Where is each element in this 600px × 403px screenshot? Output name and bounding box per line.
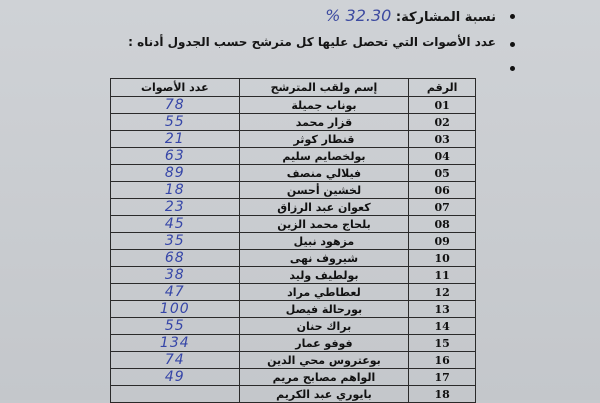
candidate-name: قنطار كوثر [239,131,409,148]
bullet-icon [510,14,515,19]
vote-count: 55 [164,317,185,334]
row-number: 15 [409,335,476,352]
candidate-name: لخشين أحسن [239,182,409,199]
vote-count: 89 [164,164,185,181]
vote-count-cell [111,97,240,114]
row-number: 18 [409,386,476,403]
vote-count-cell [111,301,240,318]
row-number: 14 [409,318,476,335]
vote-count: 134 [159,334,190,351]
vote-count: 100 [159,300,190,317]
row-number: 06 [409,182,476,199]
candidate-name: بايوري عبد الكريم [239,386,409,403]
vote-count: 63 [164,147,185,164]
participation-line [325,6,496,25]
candidate-name: لعطاطي مراد [239,284,409,301]
table-row [111,216,476,233]
vote-count-cell [111,267,240,284]
column-header-name: إسم ولقب المترشح [239,79,409,97]
candidate-name: بوعتروس محي الدين [239,352,409,369]
candidate-name: بلحاج محمد الزين [239,216,409,233]
candidate-name: شيروف نهى [239,250,409,267]
vote-count: 35 [164,232,185,249]
candidate-name: كعوان عبد الرزاق [239,199,409,216]
row-number: 12 [409,284,476,301]
table-row [111,352,476,369]
vote-count: 68 [164,249,185,266]
vote-count-cell [111,352,240,369]
vote-count: 78 [164,96,185,113]
candidate-name: قزار محمد [239,114,409,131]
vote-count: 74 [164,351,185,368]
vote-count: 21 [164,130,185,147]
vote-count-cell [111,335,240,352]
results-table [110,78,476,403]
row-number: 08 [409,216,476,233]
table-row [111,301,476,318]
candidate-name: بوناب جميلة [239,97,409,114]
row-number: 11 [409,267,476,284]
table-row [111,131,476,148]
vote-count: 55 [164,113,185,130]
candidate-name: بورحالة فيصل [239,301,409,318]
vote-count: 18 [164,181,185,198]
row-number: 01 [409,97,476,114]
row-number: 02 [409,114,476,131]
candidate-name: فوفو عمار [239,335,409,352]
bullet-icon [510,42,515,47]
vote-count: 23 [164,198,185,215]
row-number: 03 [409,131,476,148]
vote-count-cell [111,199,240,216]
candidate-name: مزهود نبيل [239,233,409,250]
row-number: 04 [409,148,476,165]
table-header-row [111,79,476,97]
participation-value: 32.30 % [325,6,392,25]
table-row [111,369,476,386]
participation-label: نسبة المشاركة: [395,10,496,25]
table-row [111,97,476,114]
vote-count-cell [111,284,240,301]
column-header-votes: عدد الأصوات [111,79,240,97]
bullet-icon [510,66,515,71]
candidate-name: بولخصايم سليم [239,148,409,165]
votes-intro-line [128,35,496,49]
table-row [111,114,476,131]
candidate-name: براك حنان [239,318,409,335]
table-row [111,335,476,352]
vote-count: 45 [164,215,185,232]
candidate-name: الواهم مصابح مريم [239,369,409,386]
table-row [111,148,476,165]
votes-intro-text: عدد الأصوات التي تحصل عليها كل مترشح حسب الجدول أدناه : [128,35,496,49]
vote-count: 47 [164,283,185,300]
table-row [111,182,476,199]
vote-count-cell [111,233,240,250]
vote-count-cell [111,250,240,267]
vote-count: 38 [164,266,185,283]
row-number: 13 [409,301,476,318]
vote-count: 49 [164,368,185,385]
row-number: 16 [409,352,476,369]
table-row [111,318,476,335]
table-row [111,284,476,301]
vote-count-cell [111,114,240,131]
table-row [111,267,476,284]
vote-count-cell [111,131,240,148]
vote-count-cell [111,369,240,386]
vote-count-cell [111,318,240,335]
table-row [111,233,476,250]
vote-count-cell [111,148,240,165]
vote-count-cell [111,182,240,199]
column-header-number: الرقم [409,79,476,97]
candidate-name: فيلالي منصف [239,165,409,182]
vote-count-cell [111,165,240,182]
table-row [111,199,476,216]
row-number: 07 [409,199,476,216]
row-number: 05 [409,165,476,182]
table-row [111,250,476,267]
vote-count-cell [111,216,240,233]
candidate-name: بولطيف وليد [239,267,409,284]
row-number: 17 [409,369,476,386]
table-row [111,165,476,182]
row-number: 09 [409,233,476,250]
row-number: 10 [409,250,476,267]
